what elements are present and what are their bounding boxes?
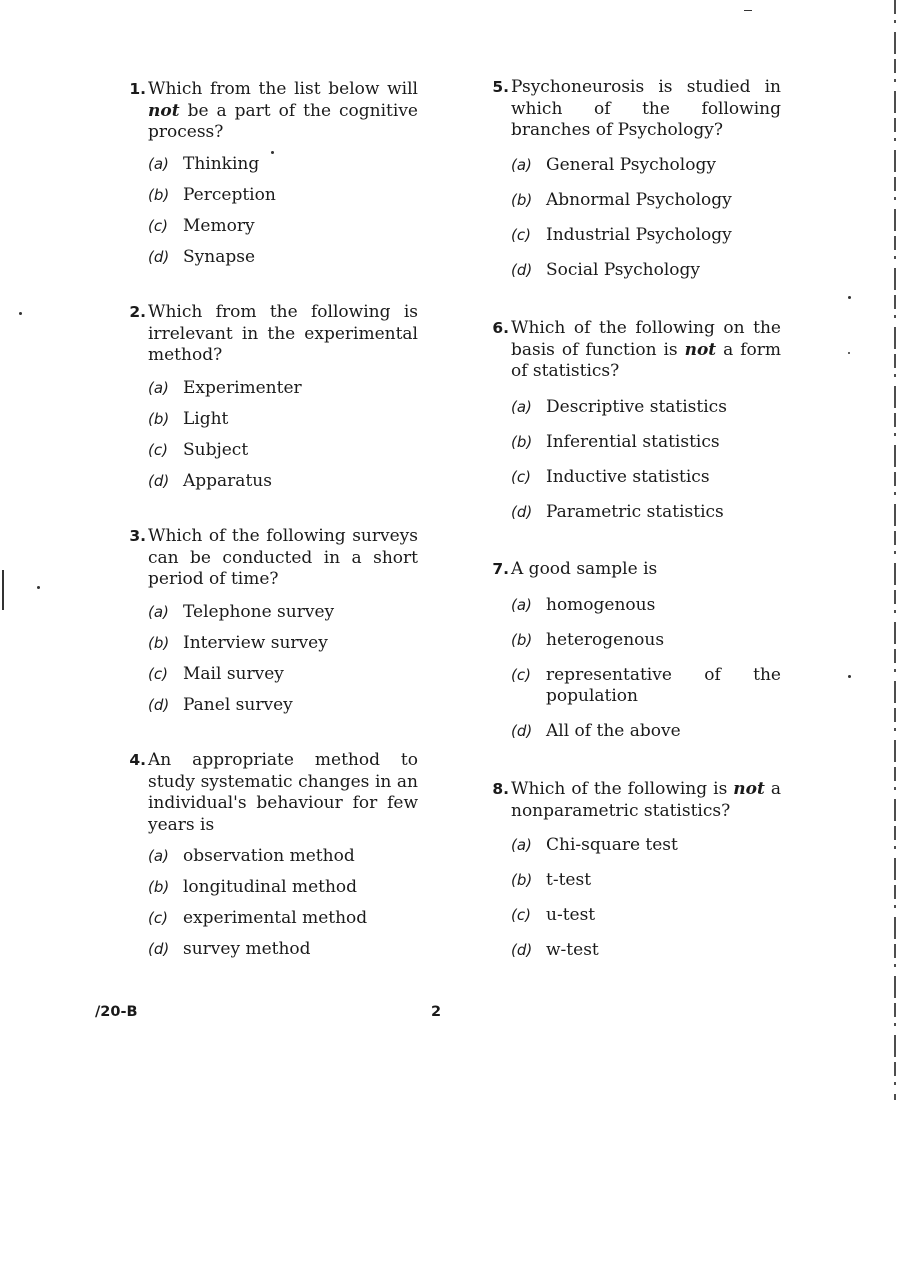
question-4 bbox=[129, 750, 418, 960]
option-b: (b) Interview survey bbox=[148, 632, 328, 653]
question-stem: Which of the following is not a nonparametric statistics? bbox=[511, 779, 781, 821]
scan-speck bbox=[744, 10, 752, 11]
option-c: (c) u-test bbox=[511, 905, 596, 925]
question-number: 3. bbox=[129, 527, 146, 545]
option-a: (a) Thinking bbox=[148, 153, 260, 174]
option-d: (d) w-test bbox=[511, 940, 599, 960]
option-c: (c) Industrial Psychology bbox=[511, 224, 732, 245]
question-stem: Psychoneurosis is studied in which of the following branches of Psychology? bbox=[511, 77, 781, 140]
perforated-edge bbox=[892, 0, 897, 1100]
emphasis-not: not bbox=[148, 100, 180, 121]
option-c: (c) Mail survey bbox=[148, 663, 284, 684]
question-2 bbox=[129, 302, 418, 492]
option-d: (d) Parametric statistics bbox=[511, 501, 724, 522]
question-stem: A good sample is bbox=[511, 559, 658, 579]
option-d: (d) Panel survey bbox=[148, 694, 293, 715]
option-a: (a) Telephone survey bbox=[148, 601, 335, 622]
emphasis-not: not bbox=[733, 779, 765, 799]
page-number: 2 bbox=[431, 1004, 442, 1020]
option-b: (b) Perception bbox=[148, 184, 276, 205]
scan-speck bbox=[848, 675, 851, 678]
question-number: 5. bbox=[492, 78, 509, 96]
question-stem: Which of the following surveys can be conducted in a short period of time? bbox=[148, 526, 418, 589]
question-number: 4. bbox=[129, 751, 146, 769]
booklet-code: /20-B bbox=[95, 1004, 138, 1020]
option-c: (c) representative of the population bbox=[511, 664, 781, 706]
question-6 bbox=[492, 318, 782, 523]
option-a: (a) observation method bbox=[148, 846, 355, 866]
option-a: (a) Chi-square test bbox=[511, 835, 678, 855]
option-b: (b) heterogenous bbox=[511, 629, 665, 650]
option-c: (c) Memory bbox=[148, 215, 255, 236]
scan-speck bbox=[271, 151, 274, 154]
option-a: (a) General Psychology bbox=[511, 154, 716, 175]
scan-speck bbox=[37, 586, 40, 589]
option-d: (d) Synapse bbox=[148, 246, 256, 267]
question-3 bbox=[129, 526, 418, 716]
scan-speck bbox=[2, 570, 4, 610]
option-b: (b) Inferential statistics bbox=[511, 431, 720, 452]
emphasis-not: not bbox=[684, 339, 717, 360]
question-5 bbox=[492, 77, 781, 281]
option-b: (b) Abnormal Psychology bbox=[511, 189, 732, 210]
scan-speck bbox=[19, 312, 22, 315]
question-number: 8. bbox=[492, 780, 509, 798]
option-d: (d) Social Psychology bbox=[511, 259, 700, 280]
option-a: (a) Experimenter bbox=[148, 377, 302, 398]
question-number: 1. bbox=[129, 80, 146, 98]
option-c: (c) Inductive statistics bbox=[511, 466, 710, 487]
option-c: (c) experimental method bbox=[148, 908, 368, 928]
question-stem: Which of the following on the basis of function is not a form of statistics? bbox=[511, 318, 782, 381]
question-1 bbox=[129, 79, 418, 268]
question-number: 2. bbox=[129, 303, 146, 321]
question-stem: Which from the list below will not be a part of the cognitive process? bbox=[148, 79, 418, 142]
option-b: (b) Light bbox=[148, 408, 229, 429]
scan-speck bbox=[848, 352, 850, 354]
option-a: (a) Descriptive statistics bbox=[511, 396, 727, 417]
question-stem: An appropriate method to study systematic changes in an individual's behaviour for few years is bbox=[148, 750, 418, 835]
option-d: (d) Apparatus bbox=[148, 470, 272, 491]
option-d: (d) survey method bbox=[148, 939, 311, 959]
option-d: (d) All of the above bbox=[511, 720, 681, 741]
option-b: (b) longitudinal method bbox=[148, 877, 358, 897]
option-b: (b) t-test bbox=[511, 870, 592, 890]
scan-speck bbox=[848, 296, 851, 299]
question-8 bbox=[492, 779, 781, 961]
question-stem: Which from the following is irrelevant in the experimental method? bbox=[148, 302, 418, 365]
question-number: 7. bbox=[492, 560, 509, 578]
question-7 bbox=[492, 559, 781, 742]
option-a: (a) homogenous bbox=[511, 594, 656, 615]
question-number: 6. bbox=[492, 319, 509, 337]
option-c: (c) Subject bbox=[148, 439, 249, 460]
